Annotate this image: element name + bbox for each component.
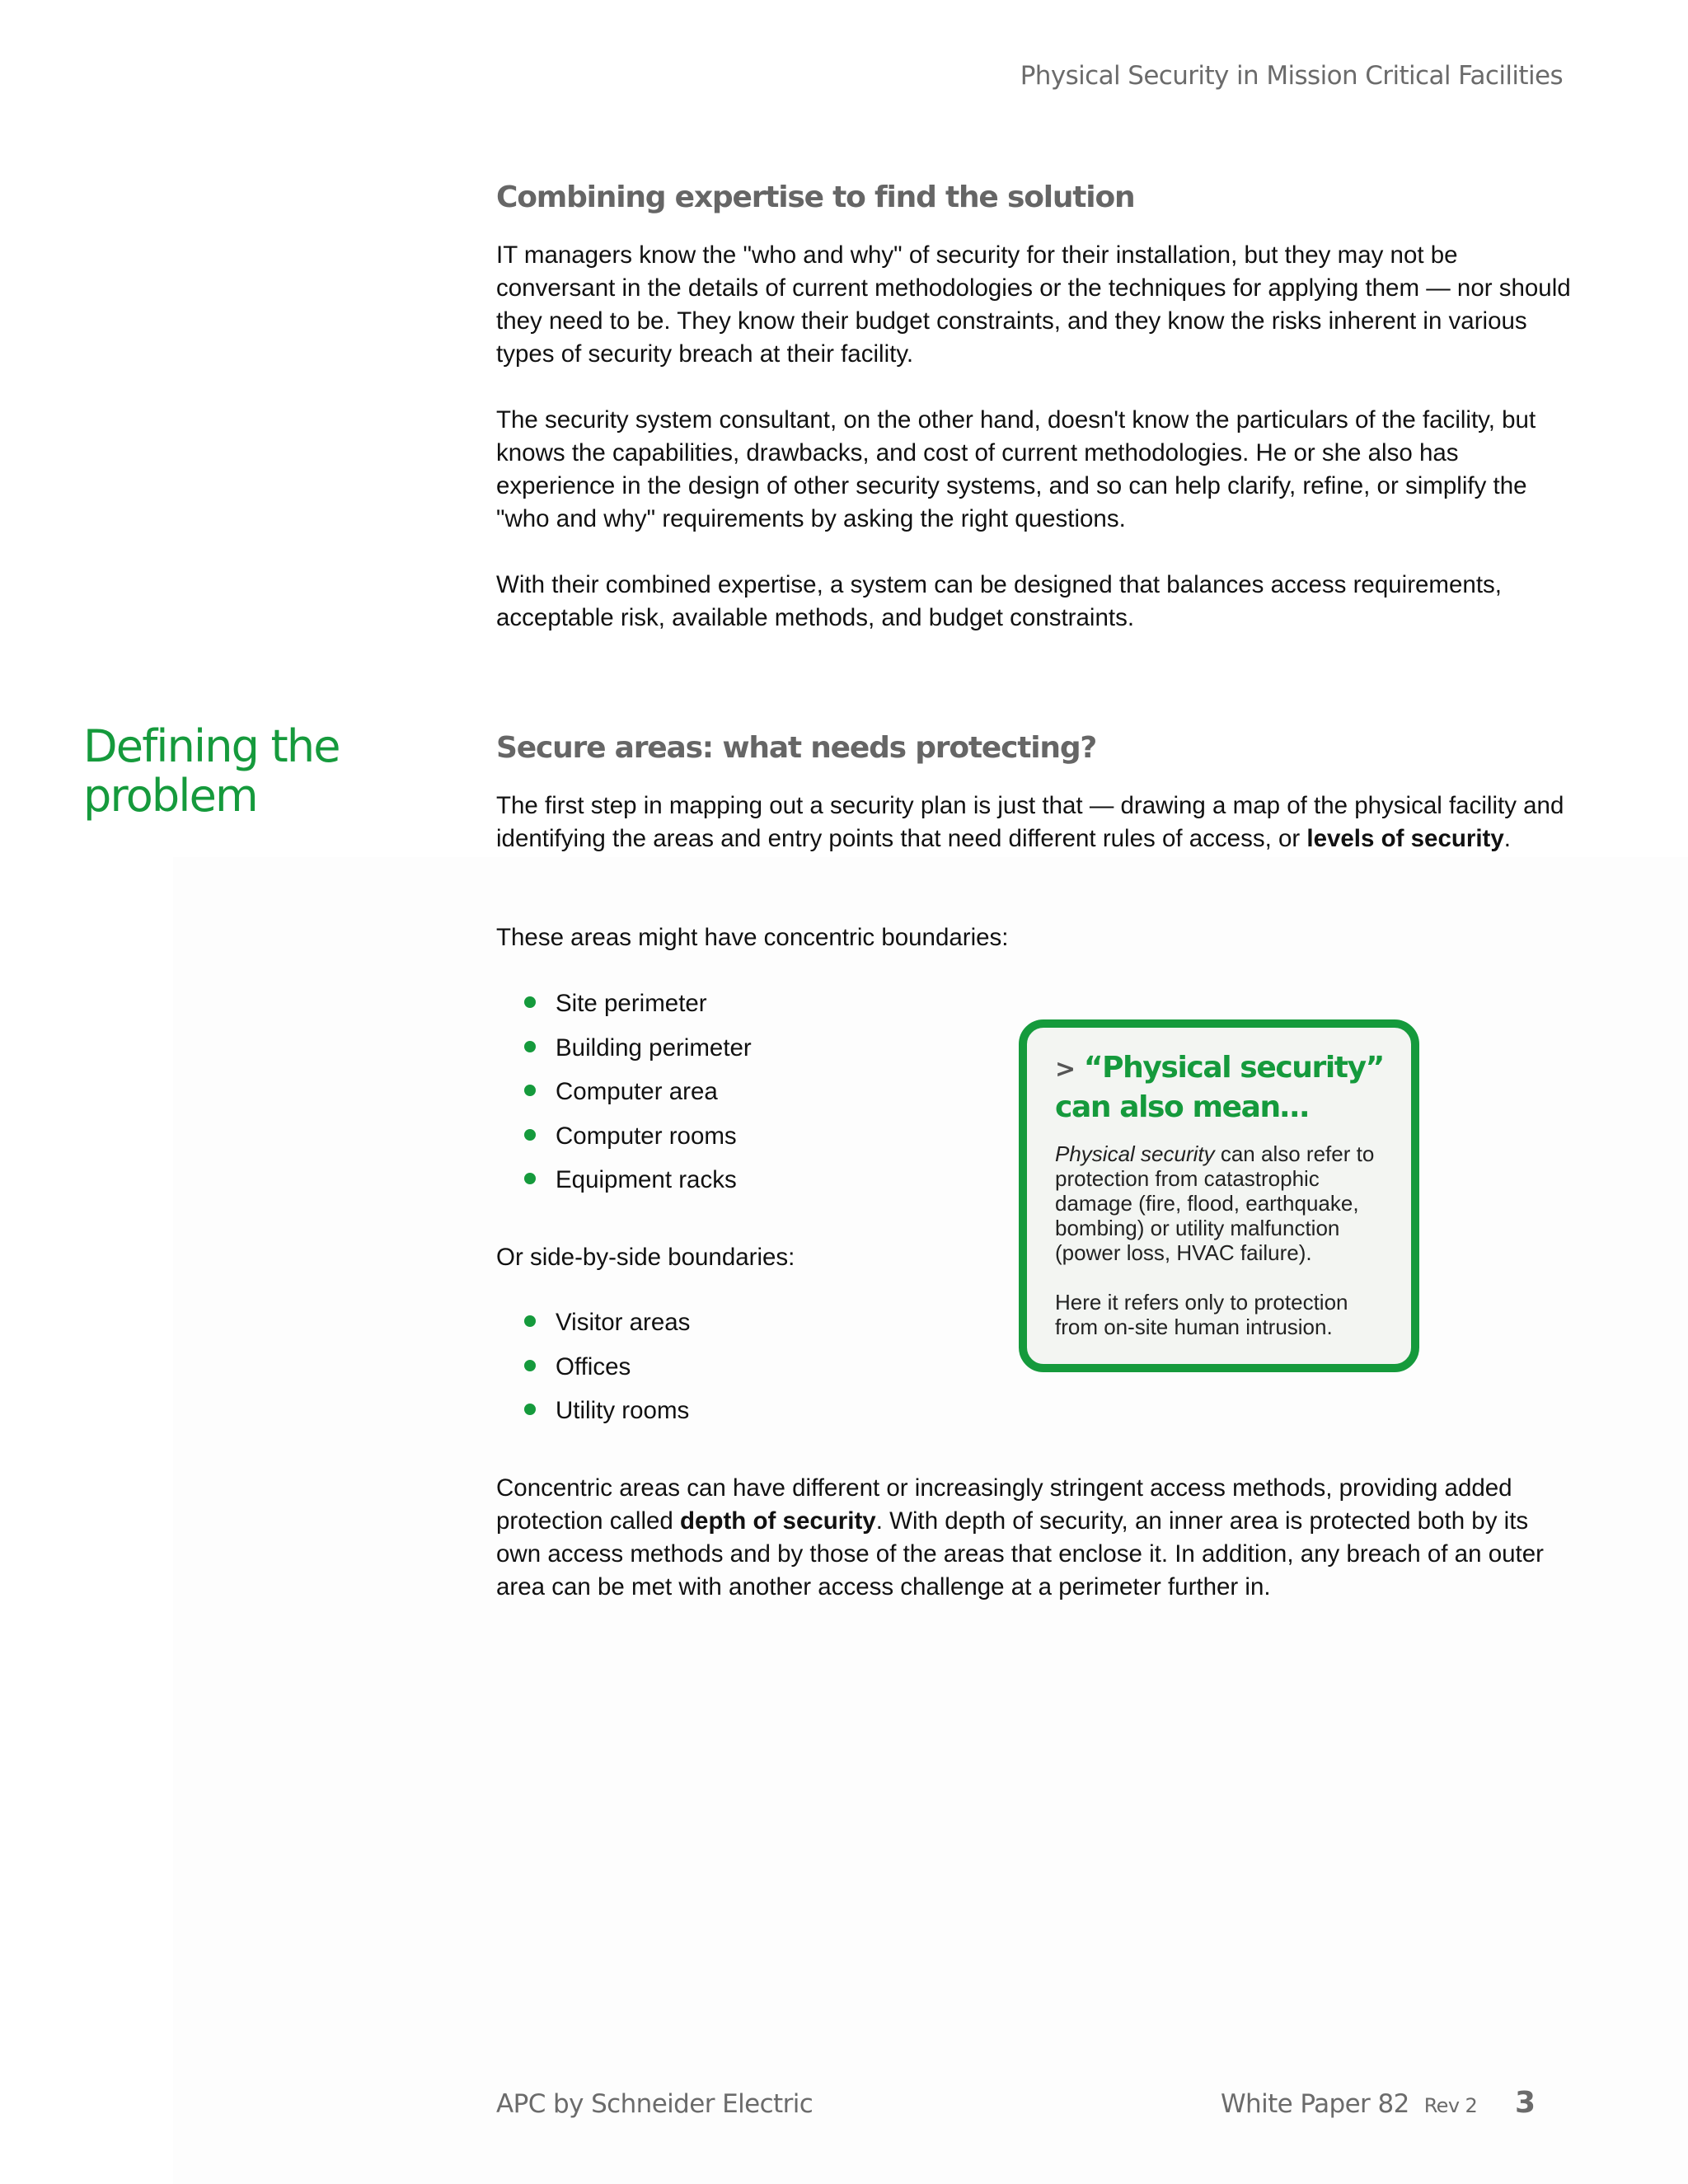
list-item: Utility rooms xyxy=(524,1394,690,1439)
combining-heading: Combining expertise to find the solution xyxy=(496,180,1135,214)
list-item: Visitor areas xyxy=(524,1306,690,1351)
bullet-icon xyxy=(524,1404,536,1415)
closing-paragraph: Concentric areas can have different or increasingly stringent access methods, providing added protection called depth of security. With depth of security, an inner area is protected both by its own access methods and by those of the areas that enclose it. In addition, any breach of an outer area can be met with another access challenge at a perimeter further in. xyxy=(496,1474,1544,1601)
section-title: Defining the problem xyxy=(83,720,340,822)
callout-paragraph-1: Physical security can also refer to protection from catastrophic damage (fire, flood, earthquake, bombing) or utility malfunction (power loss, HVAC failure). xyxy=(1055,1141,1375,1265)
callout-box xyxy=(1019,1019,1419,1372)
footer-doc xyxy=(1221,2089,1477,2119)
list-item: Equipment racks xyxy=(524,1164,752,1208)
list-item: Computer area xyxy=(524,1076,752,1120)
combining-paragraph-1: IT managers know the "who and why" of security for their installation, but they may not be conversant in the details of current methodologies or the techniques for applying them — nor should they need to be. They know their budget constraints, and they know the risks inherent in various types of security breach at their facility. xyxy=(496,241,1571,368)
bullet-icon xyxy=(524,1085,536,1096)
callout-marker: > xyxy=(1055,1055,1075,1084)
side-lead: Or side-by-side boundaries: xyxy=(496,1244,795,1271)
combining-paragraph-3: With their combined expertise, a system can be designed that balances access requirements, acceptable risk, available methods, and budget constraints. xyxy=(496,571,1502,631)
callout-paragraph-2: Here it refers only to protection from on-site human intrusion. xyxy=(1055,1290,1348,1339)
callout-title-line1: “Physical security” xyxy=(1083,1051,1384,1085)
callout-title-line2: can also mean… xyxy=(1055,1090,1309,1124)
list-item: Building perimeter xyxy=(524,1032,752,1076)
secure-areas-intro xyxy=(496,790,1572,855)
concentric-lead: These areas might have concentric boundaries: xyxy=(496,924,1009,951)
callout-body xyxy=(1055,1141,1395,1339)
bullet-icon xyxy=(524,996,536,1008)
levels-of-security-term: levels of security xyxy=(1306,825,1504,852)
bullet-icon xyxy=(524,1129,536,1141)
callout-title xyxy=(1055,1049,1395,1127)
intro-end: . xyxy=(1503,825,1511,852)
list-item: Site perimeter xyxy=(524,987,752,1032)
depth-of-security-term: depth of security xyxy=(680,1507,876,1535)
combining-paragraph-2: The security system consultant, on the other hand, doesn't know the particulars of the facility, but knows the capabilities, drawbacks, and cost of current methodologies. He or she also has experience in the design of other security systems, and so can help clarify, refine, or simplify the "who and why" requirements by asking the right questions. xyxy=(496,406,1536,532)
concentric-list xyxy=(524,987,752,1208)
list-item: Offices xyxy=(524,1351,690,1395)
running-header: Physical Security in Mission Critical Facilities xyxy=(1020,61,1563,91)
footer-rev: Rev 2 xyxy=(1423,2094,1478,2117)
footer-company: APC by Schneider Electric xyxy=(496,2089,814,2119)
intro-text: The first step in mapping out a security plan is just that — drawing a map of the physical facility and identifying the areas and entry points that need different rules of access, or xyxy=(496,792,1564,852)
list-item: Computer rooms xyxy=(524,1120,752,1165)
page-number: 3 xyxy=(1515,2086,1536,2120)
footer-doc-title: White Paper 82 xyxy=(1221,2089,1409,2119)
secure-areas-heading: Secure areas: what needs protecting? xyxy=(496,731,1097,765)
bullet-icon xyxy=(524,1360,536,1371)
bullet-icon xyxy=(524,1173,536,1184)
bullet-icon xyxy=(524,1315,536,1327)
side-list xyxy=(524,1306,690,1439)
callout-italic-term: Physical security xyxy=(1055,1141,1215,1166)
bullet-icon xyxy=(524,1041,536,1052)
